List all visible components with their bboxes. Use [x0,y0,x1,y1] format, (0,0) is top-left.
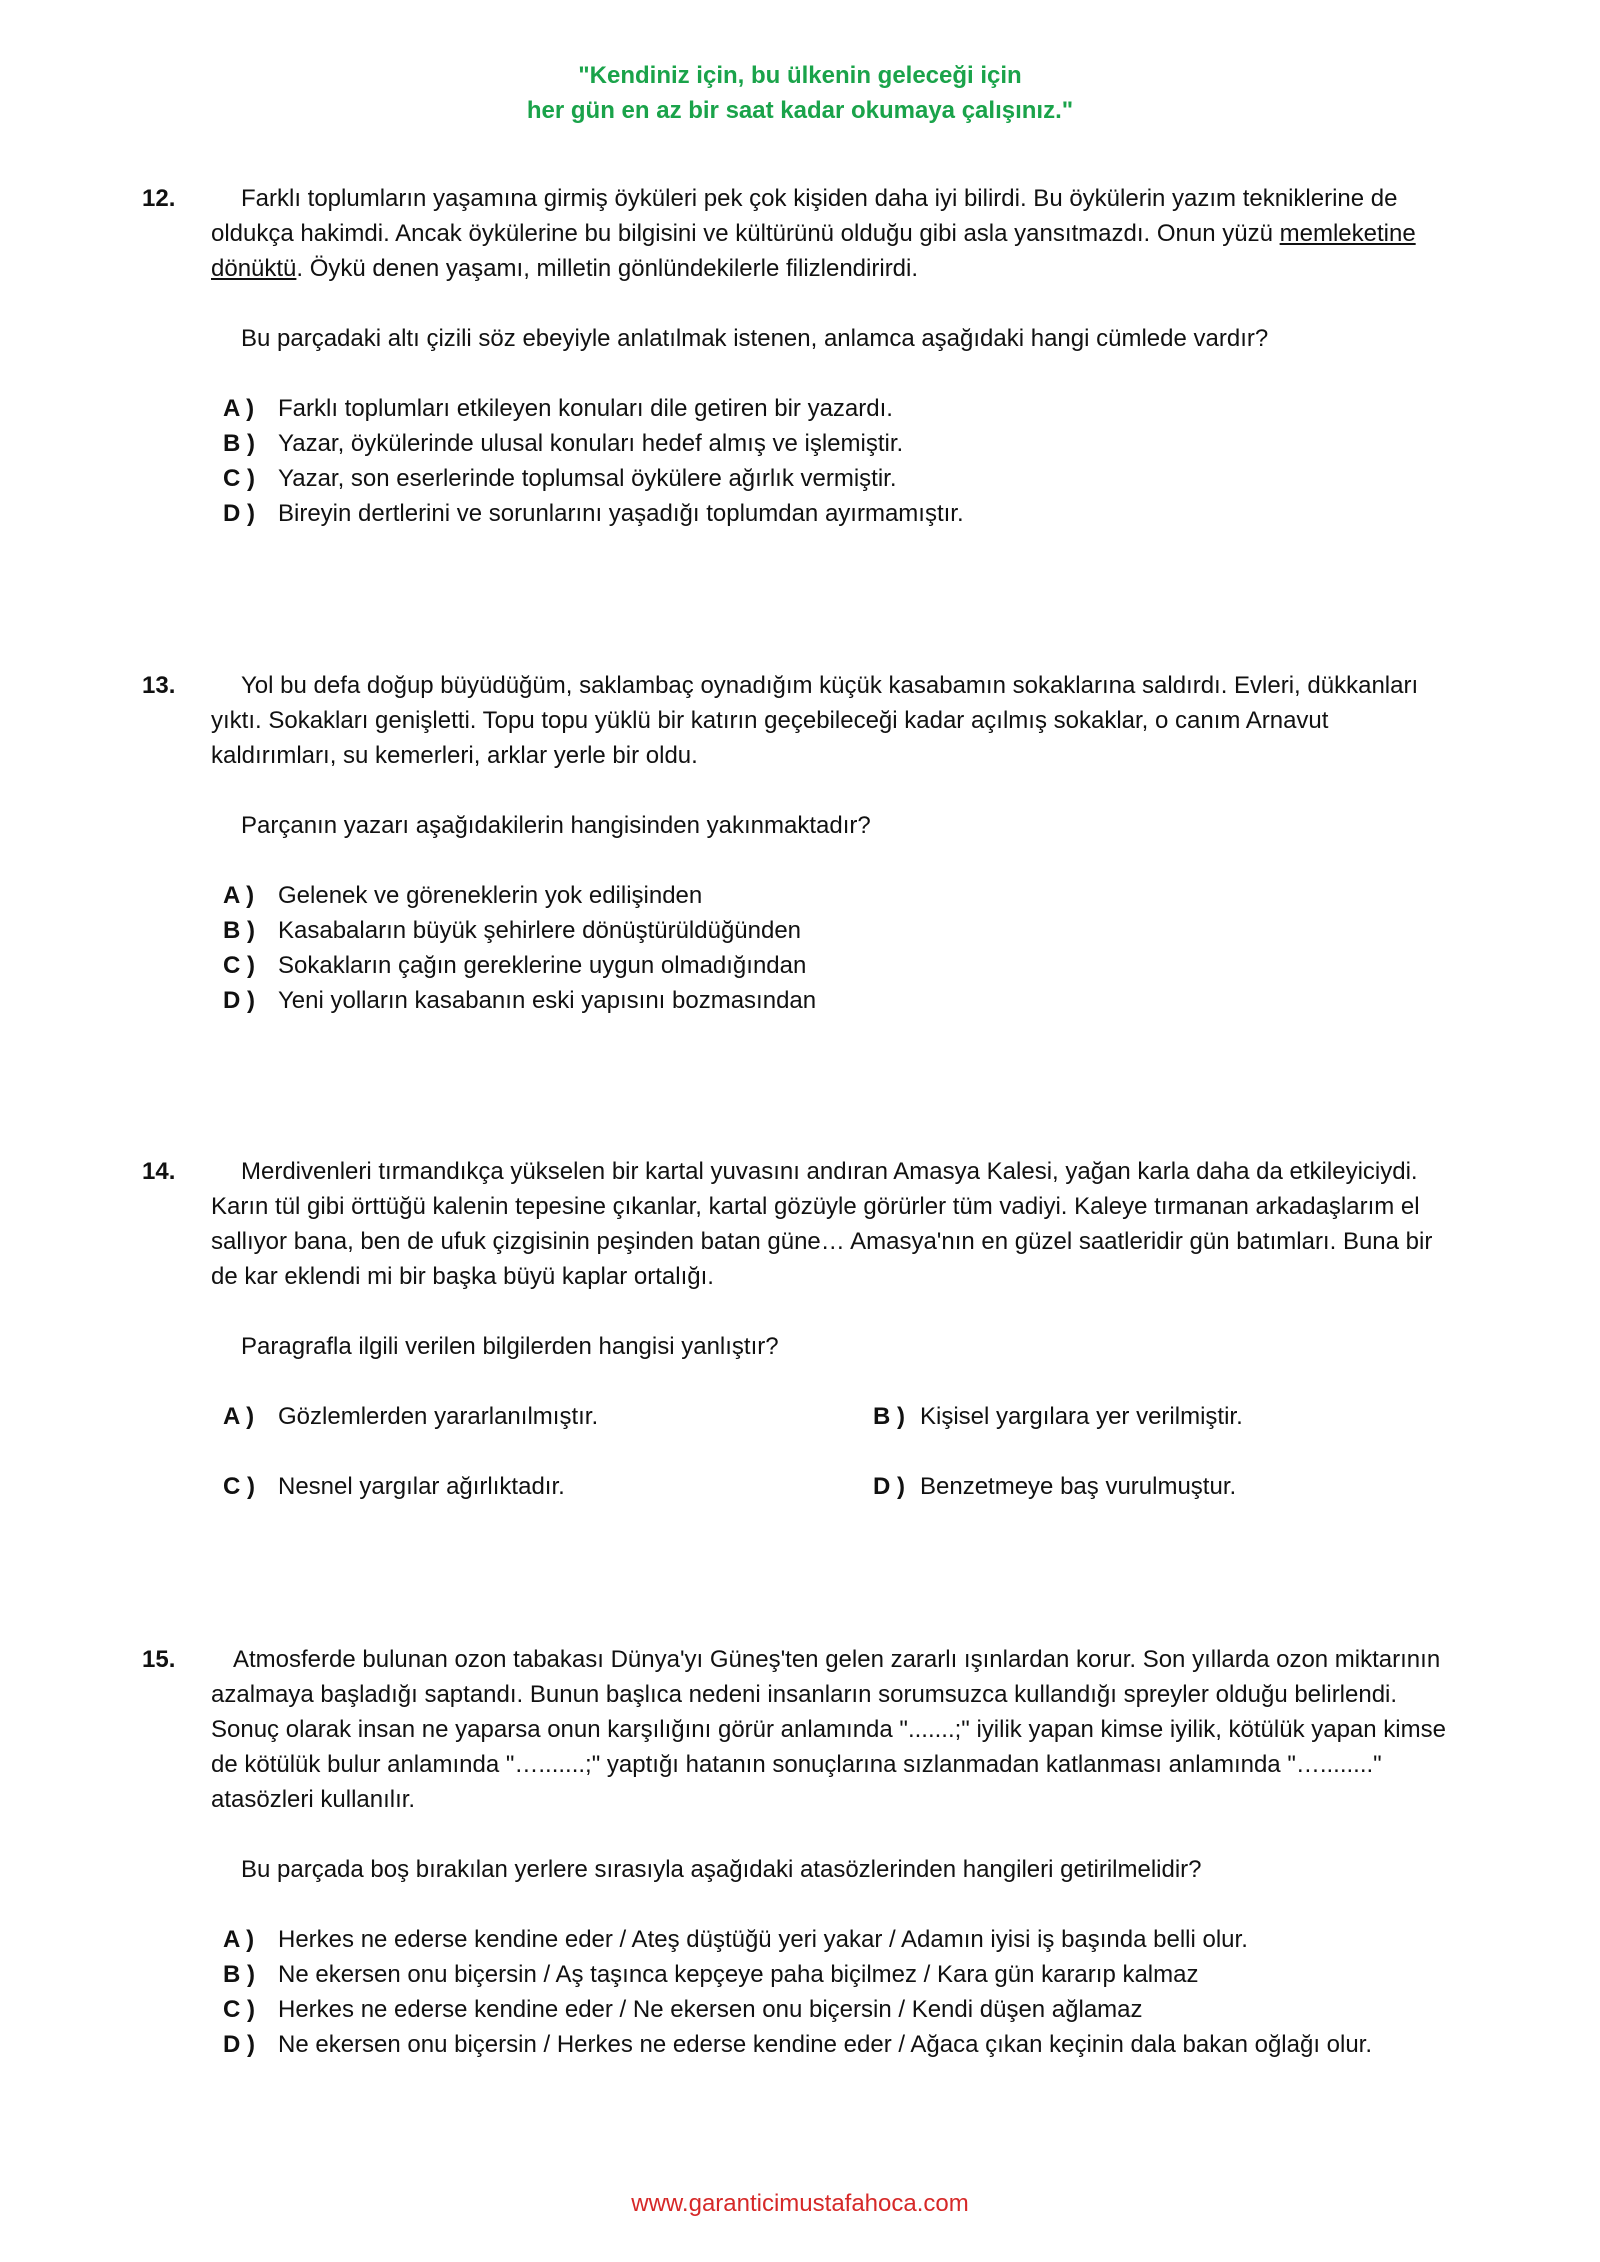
option-a[interactable]: A ) Farklı toplumları etkileyen konuları dile getiren bir yazardı. [223,395,893,422]
question-number: 15. [142,1646,176,1673]
header-line-1: "Kendiniz için, bu ülkenin geleceği için [578,62,1022,89]
option-a[interactable]: A ) Gelenek ve göreneklerin yok edilişinden [223,882,703,909]
option-c[interactable]: C ) Sokakların çağın gereklerine uygun olmadığından [223,952,807,979]
option-c[interactable]: C ) Yazar, son eserlerinde toplumsal öykülere ağırlık vermiştir. [223,465,897,492]
question-number: 12. [142,185,176,212]
option-c[interactable]: C ) Herkes ne ederse kendine eder / Ne ekersen onu biçersin / Kendi düşen ağlamaz [223,1996,1143,2023]
option-a[interactable]: A ) Gözlemlerden yararlanılmıştır. [223,1403,599,1430]
question-stem: Paragrafla ilgili verilen bilgilerden hangisi yanlıştır? [241,1333,779,1360]
header-quote [0,58,1600,128]
footer-website-link[interactable]: www.garanticimustafahoca.com [631,2190,969,2217]
question-passage: Yol bu defa doğup büyüdüğüm, saklambaç oynadığım küçük kasabamın sokaklarına saldırdı. Evleri, dükkanları yıktı. Sokakları genişletti. Topu topu yüklü bir katırın geçebileceği kadar açılmış sokaklar, o canım Arnavut kaldırımları, su kemerleri, arklar yerle bir oldu. [211,672,1419,769]
question-number: 14. [142,1158,176,1185]
option-d[interactable]: D ) Benzetmeye baş vurulmuştur. [873,1473,1237,1500]
underlined-phrase: memleketine dönüktü [211,220,1416,282]
option-d[interactable]: D ) Bireyin dertlerini ve sorunlarını yaşadığı toplumdan ayırmamıştır. [223,500,964,527]
option-a[interactable]: A ) Herkes ne ederse kendine eder / Ateş düştüğü yeri yakar / Adamın iyisi iş başında belli olur. [223,1926,1248,1953]
option-b[interactable]: B ) Ne ekersen onu biçersin / Aş taşınca kepçeye paha biçilmez / Kara gün kararıp kalmaz [223,1961,1199,1988]
option-c[interactable]: C ) Nesnel yargılar ağırlıktadır. [223,1473,565,1500]
option-b[interactable]: B ) Kasabaların büyük şehirlere dönüştürüldüğünden [223,917,802,944]
header-line-2: her gün en az bir saat kadar okumaya çalışınız." [526,97,1074,124]
question-stem: Bu parçadaki altı çizili söz ebeyiyle anlatılmak istenen, anlamca aşağıdaki hangi cümlede vardır? [241,325,1269,352]
option-b[interactable]: B ) Yazar, öykülerinde ulusal konuları hedef almış ve işlemiştir. [223,430,904,457]
question-passage: Farklı toplumların yaşamına girmiş öyküleri pek çok kişiden daha iyi bilirdi. Bu öykülerin yazım tekniklerine de oldukça hakimdi. Ancak öykülerine bu bilgisini ve kültürünü olduğu gibi asla yansıtmazdı. Onun yüzü memleketine dönüktü. Öykü denen yaşamı, milletin gönlündekilerle filizlendirirdi. [211,185,1416,282]
option-d[interactable]: D ) Yeni yolların kasabanın eski yapısını bozmasından [223,987,817,1014]
question-stem: Parçanın yazarı aşağıdakilerin hangisinden yakınmaktadır? [241,812,871,839]
option-b[interactable]: B ) Kişisel yargılara yer verilmiştir. [873,1403,1243,1430]
question-number: 13. [142,672,176,699]
question-passage: Merdivenleri tırmandıkça yükselen bir kartal yuvasını andıran Amasya Kalesi, yağan karla daha da etkileyiciydi. Karın tül gibi örttüğü kalenin tepesine çıkanlar, kartal gözüyle görürler tüm vadiyi. Kaleye tırmanan arkadaşlarım el sallıyor bana, ben de ufuk çizgisinin peşinden batan güne… Amasya'nın en güzel saatleridir gün batımları. Buna bir de kar eklendi mi bir başka büyü kaplar ortalığı. [211,1158,1433,1290]
question-stem: Bu parçada boş bırakılan yerlere sırasıyla aşağıdaki atasözlerinden hangileri getirilmelidir? [241,1856,1202,1883]
option-d[interactable]: D ) Ne ekersen onu biçersin / Herkes ne ederse kendine eder / Ağaca çıkan keçinin dala bakan oğlağı olur. [223,2031,1373,2058]
question-passage: Atmosferde bulunan ozon tabakası Dünya'yı Güneş'ten gelen zararlı ışınlardan korur. Son yıllarda ozon miktarının azalmaya başladığı saptandı. Bunun başlıca nedeni insanların sorumsuzca kullandığı spreyler olduğu belirlendi. Sonuç olarak insan ne yaparsa onun karşılığını görür anlamında ".......;" iyilik yapan kimse iyilik, kötülük yapan kimse de kötülük bulur anlamında "….......;" yaptığı hatanın sonuçlarına sızlanmadan katlanması anlamında "…........" atasözleri kullanılır. [211,1646,1446,1813]
